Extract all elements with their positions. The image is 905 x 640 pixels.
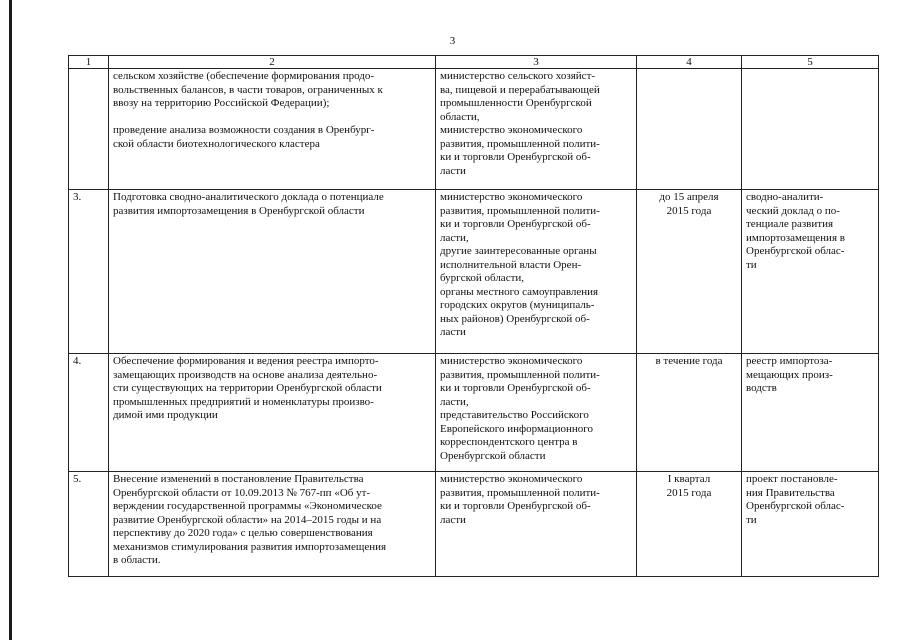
page-number: 3 <box>449 35 456 47</box>
action-cell: сельском хозяйстве (обеспечение формирования продо- вольственных балансов, в части товаров, ограниченных к ввозу на территорию Российской Федерации); проведение анализа возможности создания в Оренбург- ской области биотехнологического кластера <box>109 69 436 190</box>
page-edge-bar <box>9 0 12 640</box>
row-number: 4. <box>69 354 109 472</box>
header-cell: 4 <box>637 56 742 69</box>
table-row <box>69 354 879 472</box>
deadline-cell: в течение года <box>637 354 742 472</box>
action-plan-table <box>68 55 879 577</box>
action-cell: Внесение изменений в постановление Правительства Оренбургской области от 10.09.2013 № 767-пп «Об ут- верждении государственной программы «Экономическое развитие Оренбургской области» на 2014–2015 годы и на перспективу до 2020 года» с целью совершенствования механизмов стимулирования развития импортозамещения в области. <box>109 472 436 577</box>
result-cell <box>742 69 879 190</box>
executor-cell: министерство экономического развития, промышленной полити- ки и торговли Оренбургской об- ласти, представительство Российского Европейского информационного корреспондентского центра в Оренбургской области <box>436 354 637 472</box>
executor-cell: министерство экономического развития, промышленной полити- ки и торговли Оренбургской об- ласти, другие заинтересованные органы исполнительной власти Орен- бургской области, органы местного самоуправления городских округов (муниципаль- ных районов) Оренбургской об- ласти <box>436 190 637 354</box>
deadline-cell: I квартал 2015 года <box>637 472 742 577</box>
row-number <box>69 69 109 190</box>
header-cell: 2 <box>109 56 436 69</box>
deadline-cell <box>637 69 742 190</box>
header-cell: 5 <box>742 56 879 69</box>
table-row <box>69 69 879 190</box>
row-number: 5. <box>69 472 109 577</box>
header-cell: 3 <box>436 56 637 69</box>
table-row <box>69 190 879 354</box>
action-cell: Обеспечение формирования и ведения реестра импорто- замещающих производств на основе анализа деятельно- сти существующих на территории Оренбургской области промышленных предприятий и номенклатуры произво- димой ими продукции <box>109 354 436 472</box>
result-cell: сводно-аналити- ческий доклад о по- тенциале развития импортозамещения в Оренбургской облас- ти <box>742 190 879 354</box>
executor-cell: министерство сельского хозяйст- ва, пищевой и перерабатывающей промышленности Оренбургской области, министерство экономического развития, промышленной полити- ки и торговли Оренбургской об- ласти <box>436 69 637 190</box>
table-header-row <box>69 56 879 69</box>
action-cell: Подготовка сводно-аналитического доклада о потенциале развития импортозамещения в Оренбургской области <box>109 190 436 354</box>
header-cell: 1 <box>69 56 109 69</box>
row-number: 3. <box>69 190 109 354</box>
result-cell: реестр импортоза- мещающих произ- водств <box>742 354 879 472</box>
result-cell: проект постановле- ния Правительства Оренбургской облас- ти <box>742 472 879 577</box>
executor-cell: министерство экономического развития, промышленной полити- ки и торговли Оренбургской об- ласти <box>436 472 637 577</box>
table-row <box>69 472 879 577</box>
deadline-cell: до 15 апреля 2015 года <box>637 190 742 354</box>
